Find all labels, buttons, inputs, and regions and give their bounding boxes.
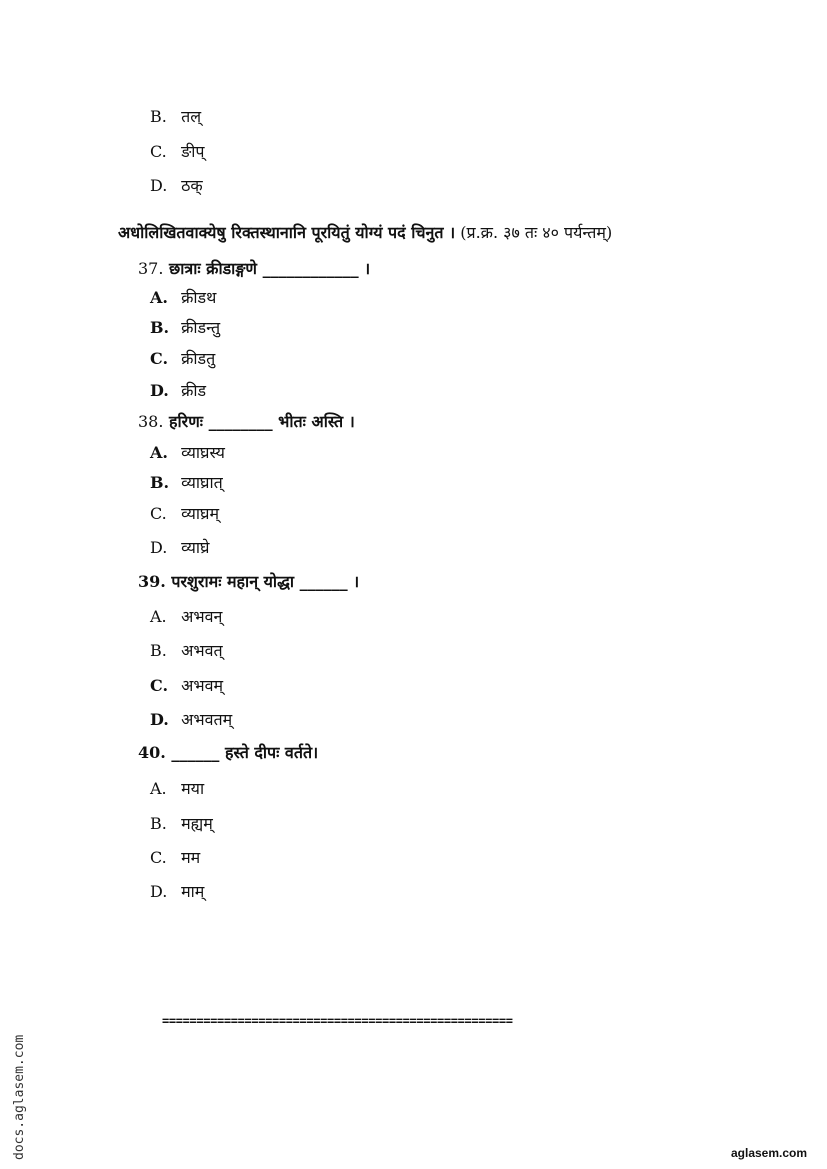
list-item — [150, 174, 203, 196]
option-letter: C. — [150, 142, 167, 161]
option-text: तल् — [181, 107, 202, 126]
list-item — [150, 674, 223, 696]
option-text: ङीप् — [181, 142, 205, 161]
list-item — [150, 708, 232, 730]
option-text: व्याघ्रे — [181, 538, 210, 557]
list-item — [150, 286, 216, 308]
option-text: व्याघ्रात् — [181, 473, 223, 492]
option-text: क्रीडथ — [181, 288, 217, 307]
side-watermark: docs.aglasem.com — [12, 1034, 27, 1160]
list-item — [150, 846, 200, 868]
instruction-text: अधोलिखितवाक्येषु रिक्तस्थानानि पूरयितुं योग्यं पदं चिनुत । — [118, 223, 456, 242]
footer-brand: aglasem.com — [731, 1146, 808, 1160]
question-39 — [138, 570, 359, 592]
question-number: 37. — [138, 259, 164, 278]
list-item — [150, 812, 213, 834]
option-letter: B. — [150, 641, 167, 660]
option-letter: C. — [150, 848, 167, 867]
option-text: मह्यम् — [181, 814, 213, 833]
list-item — [150, 536, 209, 558]
list-item — [150, 880, 204, 902]
list-item — [150, 777, 204, 799]
option-letter: A. — [150, 779, 167, 798]
option-text: माम् — [181, 882, 205, 901]
option-letter: C. — [150, 504, 167, 523]
option-letter: A. — [150, 288, 168, 307]
list-item — [150, 105, 201, 127]
option-text: ठक् — [181, 176, 203, 195]
question-text: ______ हस्ते दीपः वर्तते। — [171, 743, 319, 762]
list-item — [150, 316, 220, 338]
option-letter: D. — [150, 538, 168, 557]
option-letter: B. — [150, 318, 170, 337]
list-item — [150, 379, 206, 401]
option-letter: C. — [150, 349, 169, 368]
option-text: मया — [181, 779, 205, 798]
option-letter: D. — [150, 710, 169, 729]
list-item — [150, 140, 205, 162]
question-40 — [138, 741, 318, 763]
option-text: अभवन् — [181, 607, 223, 626]
option-letter: D. — [150, 176, 168, 195]
option-text: अभवम् — [181, 676, 224, 695]
option-text: क्रीडतु — [181, 349, 216, 368]
option-text: अभवतम् — [181, 710, 233, 729]
option-letter: D. — [150, 381, 169, 400]
question-37 — [138, 257, 370, 279]
question-text: हरिणः ________ भीतः अस्ति । — [169, 412, 355, 431]
option-text: मम — [181, 848, 201, 867]
list-item — [150, 605, 222, 627]
option-letter: B. — [150, 473, 170, 492]
option-text: व्याघ्रस्य — [181, 443, 225, 462]
list-item — [150, 441, 225, 463]
option-letter: B. — [150, 814, 167, 833]
end-rule: =================================================== — [162, 1014, 513, 1028]
option-letter: C. — [150, 676, 169, 695]
list-item — [150, 639, 223, 661]
question-text: छात्राः क्रीडाङ्गणे ____________ । — [169, 259, 371, 278]
option-text: व्याघ्रम् — [181, 504, 220, 523]
list-item — [150, 471, 223, 493]
list-item — [150, 502, 219, 524]
option-letter: B. — [150, 107, 167, 126]
question-number: 39. — [138, 572, 166, 591]
option-text: क्रीडन्तु — [181, 318, 221, 337]
section-instruction — [118, 221, 612, 243]
question-38 — [138, 410, 355, 432]
option-letter: A. — [150, 443, 168, 462]
option-letter: D. — [150, 882, 168, 901]
instruction-range: (प्र.क्र. ३७ तः ४० पर्यन्तम्) — [460, 223, 613, 242]
list-item — [150, 347, 215, 369]
question-number: 38. — [138, 412, 164, 431]
question-text: परशुरामः महान् योद्धा ______ । — [171, 572, 360, 591]
option-text: क्रीड — [181, 381, 207, 400]
question-number: 40. — [138, 743, 166, 762]
option-letter: A. — [150, 607, 167, 626]
option-text: अभवत् — [181, 641, 223, 660]
